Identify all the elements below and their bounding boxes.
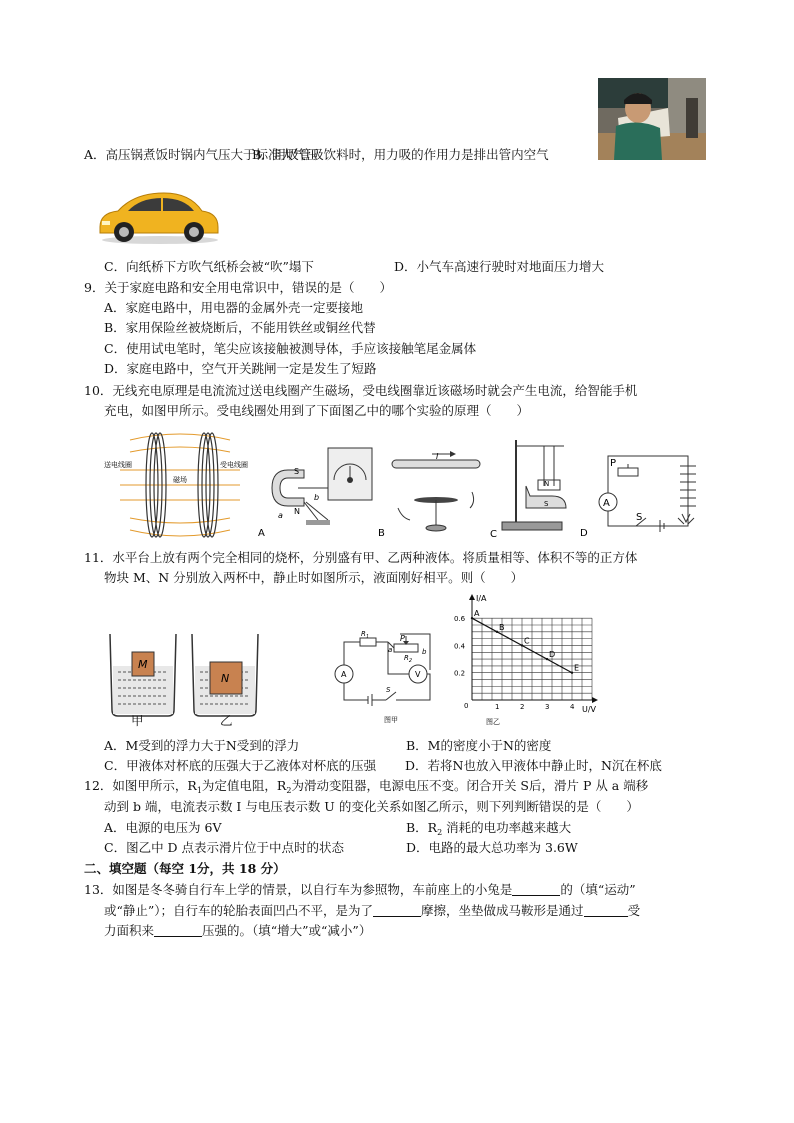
origin-label: 0 xyxy=(464,702,469,710)
exp-d-s-label: S xyxy=(636,512,643,523)
q13-blank-2[interactable] xyxy=(373,904,421,917)
exp-c-n-label: N xyxy=(544,480,550,488)
exp-d-p-label: P xyxy=(610,458,617,469)
option-b-label: B xyxy=(378,528,385,539)
q12-option-c: C．图乙中 D 点表示滑片位于中点时的状态 xyxy=(104,840,345,855)
q11-stem-line1: 11．水平台上放有两个完全相同的烧杯，分别盛有甲、乙两种液体。将质量相等、体积不等的正方体 xyxy=(84,550,638,565)
q12-stem-pre: 12．如图甲所示，R xyxy=(84,778,197,793)
x-tick-label: 4 xyxy=(570,703,575,711)
circuit-caption: 图甲 xyxy=(384,716,398,724)
graph-caption: 图乙 xyxy=(486,718,500,726)
experiment-d-figure xyxy=(578,452,708,540)
q13-line1-pre: 13．如图是冬冬骑自行车上学的情景，以自行车为参照物，车前座上的小兔是 xyxy=(84,882,513,897)
y-axis-label: I/A xyxy=(476,594,487,603)
circuit-a-end-label: a xyxy=(388,646,393,654)
q11-option-d: D．若将N也放入甲液体中静止时，N沉在杯底 xyxy=(405,758,662,773)
q12-stem-post: 为滑动变阻器，电源电压不变。闭合开关 S后，滑片 P 从 a 端移 xyxy=(291,778,649,793)
q9-option-d: D．家庭电路中，空气开关跳闸一定是发生了短路 xyxy=(104,361,377,376)
y-tick-label: 0.4 xyxy=(454,642,466,651)
x-axis-label: U/V xyxy=(582,705,597,714)
svg-text:R2 xyxy=(404,654,412,664)
experiment-a-figure xyxy=(258,440,386,540)
exp-b-i-label: I xyxy=(436,452,439,461)
q8-option-c: C．向纸桥下方吹气纸桥会被“吹”塌下 xyxy=(104,259,314,274)
q12-sub1: 1 xyxy=(196,786,202,795)
experiment-c-figure xyxy=(486,436,586,540)
data-point-D xyxy=(546,658,548,660)
q13-line2-post: 受 xyxy=(627,903,641,918)
q10-stem-line2: 充电，如图甲所示。受电线圈处用到了下面图乙中的哪个实验的原理（ ） xyxy=(104,403,530,418)
car-image xyxy=(94,183,224,245)
x-tick-label: 2 xyxy=(520,703,525,711)
block-n-label: N xyxy=(221,672,230,685)
q12-option-a: A．电源的电压为 6V xyxy=(104,820,222,835)
y-tick-label: 0.2 xyxy=(454,669,466,678)
q11-option-c: C．甲液体对杯底的压强大于乙液体对杯底的压强 xyxy=(104,758,377,773)
q10-stem-line1: 10．无线充电原理是电流流过送电线圈产生磁场，受电线圈靠近该磁场时就会产生电流，给智能手机 xyxy=(84,383,638,398)
exp-d-ammeter-label: A xyxy=(603,498,610,509)
beaker-label-jia: 甲 xyxy=(131,713,144,728)
r2-sub: 2 xyxy=(408,658,413,664)
q13-line2 xyxy=(104,903,640,919)
section-2-title: 二、填空题（每空 1分，共 18 分） xyxy=(84,861,286,876)
q13-line1 xyxy=(84,882,636,898)
exp-a-b-label: b xyxy=(314,493,320,502)
q12-option-b-post: 消耗的电功率越来越大 xyxy=(442,820,572,835)
circuit-b-end-label: b xyxy=(422,648,427,656)
q13-blank-3[interactable] xyxy=(584,904,628,917)
q9-option-b: B．家用保险丝被烧断后，不能用铁丝或铜丝代替 xyxy=(104,320,376,335)
send-coil-label: 送电线圈 xyxy=(104,461,132,469)
exp-a-a-label: a xyxy=(278,511,283,520)
data-point-E xyxy=(571,672,573,674)
point-label-D: D xyxy=(549,650,556,660)
q13-line2-pre: 或“静止”）；自行车的轮胎表面凹凸不平，是为了 xyxy=(104,903,374,918)
q12-stem-line1 xyxy=(84,778,648,799)
exp-a-s-label: S xyxy=(294,467,300,476)
q12-stem-line2: 动到 b 端，电流表示数 I 与电压表示数 U 的变化关系如图乙所示，则下列判断错误的是（ ） xyxy=(104,799,639,814)
point-label-C: C xyxy=(524,636,530,646)
beaker-figure xyxy=(104,630,264,730)
coil-figure xyxy=(100,430,260,540)
experiment-b-figure xyxy=(376,448,486,540)
q13-line3-pre: 力面积来 xyxy=(104,923,155,938)
exp-c-s-label: S xyxy=(544,500,549,508)
q12-stem-mid: 为定值电阻，R xyxy=(201,778,287,793)
recv-coil-label: 受电线圈 xyxy=(220,461,248,469)
q12-sub2: 2 xyxy=(286,786,292,795)
q13-line3-post: 压强的。（填“增大”或“减小”） xyxy=(202,923,372,938)
q13-blank-4[interactable] xyxy=(154,924,202,937)
q11-option-a: A．M受到的浮力大于N受到的浮力 xyxy=(104,738,300,753)
r1-sub: 1 xyxy=(365,634,370,640)
exp-a-n-label: N xyxy=(294,507,300,516)
r2-label: R xyxy=(404,654,409,662)
r1-label: R xyxy=(361,630,366,638)
circuit-p-label: P xyxy=(400,634,405,643)
q13-line1-post: 的（填“运动” xyxy=(560,882,636,897)
q8-option-a: A．高压锅煮饭时锅内气压大于标准大气压 xyxy=(84,147,319,162)
y-tick-label: 0.6 xyxy=(454,615,466,624)
q12-option-b-pre: B．R xyxy=(406,820,438,835)
q13-line3 xyxy=(104,923,371,939)
beaker-label-yi: 乙 xyxy=(220,713,233,728)
q12-option-b-sub: 2 xyxy=(437,828,443,837)
q12-option-b xyxy=(406,820,571,841)
block-m-label: M xyxy=(138,658,148,671)
q9-stem: 9．关于家庭电路和安全用电常识中，错误的是（ ） xyxy=(84,280,392,295)
data-point-C xyxy=(521,644,523,646)
x-tick-label: 1 xyxy=(495,703,500,711)
ammeter-label: A xyxy=(341,670,347,679)
q9-option-a: A．家庭电路中，用电器的金属外壳一定要接地 xyxy=(104,300,364,315)
q13-line2-mid: 摩擦，坐垫做成马鞍形是通过 xyxy=(421,903,584,918)
x-tick-label: 3 xyxy=(545,703,550,711)
data-point-A xyxy=(471,617,473,619)
q11-option-b: B．M的密度小于N的密度 xyxy=(406,738,552,753)
switch-label: S xyxy=(386,686,391,694)
voltmeter-label: V xyxy=(415,670,421,679)
data-point-B xyxy=(496,631,498,633)
circuit-figure xyxy=(330,630,450,726)
point-label-A: A xyxy=(474,609,480,619)
q8-option-d: D．小气车高速行驶时对地面压力增大 xyxy=(394,259,605,274)
q13-blank-1[interactable] xyxy=(512,883,560,896)
field-label: 磁场 xyxy=(173,476,187,484)
iu-graph xyxy=(452,592,602,726)
option-d-label: D xyxy=(580,528,588,539)
q9-option-c: C．使用试电笔时，笔尖应该接触被测导体，手应该接触笔尾金属体 xyxy=(104,341,477,356)
q8-option-b-overlap: B．用吸管吸饮料时，用力吸的作用力是排出管内空气 xyxy=(252,147,549,162)
q12-option-d: D．电路的最大总功率为 3.6W xyxy=(406,840,578,855)
option-c-label: C xyxy=(490,529,497,540)
point-label-E: E xyxy=(574,663,580,673)
boy-photo xyxy=(598,78,706,160)
option-a-label: A xyxy=(258,528,265,539)
q11-stem-line2: 物块 M、N 分别放入两杯中，静止时如图所示，液面刚好相平。则（ ） xyxy=(104,570,524,585)
point-label-B: B xyxy=(499,622,505,632)
